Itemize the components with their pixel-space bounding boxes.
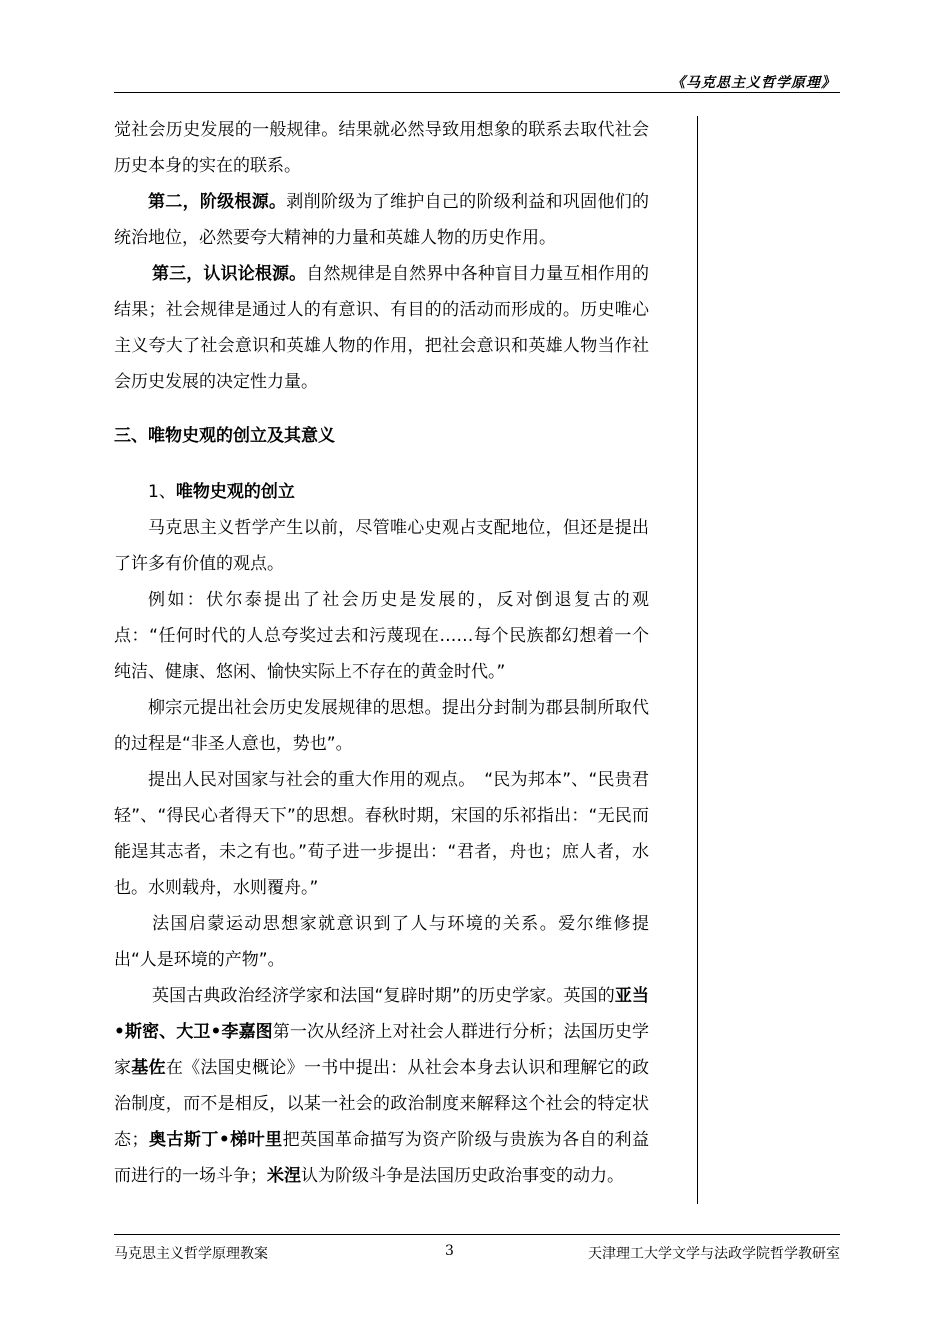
paragraph-lead: 第二，阶级根源。 [148, 192, 287, 212]
paragraph-text: 第一次从经济上对社会人群进行分析；法国历史学家 [114, 1022, 650, 1078]
margin-rule [697, 116, 698, 1204]
name-emphasis: 基佐 [131, 1058, 166, 1078]
subsection-title: 唯物史观的创立 [175, 482, 295, 502]
paragraph-text: 自然规律是自然界中各种盲目力量互相作用的结果；社会规律是通过人的有意识、有目的的活动而形成的。历史唯心主义夸大了社会意识和英雄人物的作用，把社会意识和英雄人物当作社会历史发展的决定性力量。 [114, 264, 650, 392]
footer-course-title: 马克思主义哲学原理教案 [114, 1246, 268, 1262]
name-emphasis: 奥古斯丁•梯叶里 [148, 1130, 283, 1150]
name-emphasis: 亚当•斯密、大卫•李嘉图 [114, 986, 649, 1042]
page-number: 3 [445, 1243, 454, 1259]
paragraph [114, 256, 649, 400]
section-heading: 三、唯物史观的创立及其意义 [114, 426, 335, 446]
paragraph: 提出人民对国家与社会的重大作用的观点。 “民为邦本”、“民贵君轻”、“得民心者得天下”的思想。春秋时期，宋国的乐祁指出：“无民而能逞其志者，未之有也。”荀子进一步提出：“君者，舟也；庶人者，水也。水则载舟，水则覆舟。” [114, 770, 649, 898]
subsection-number: 1、 [148, 482, 176, 502]
paragraph-lead: 第三，认识论根源。 [152, 264, 307, 284]
paragraph: 柳宗元提出社会历史发展规律的思想。提出分封制为郡县制所取代的过程是“非圣人意也，势也”。 [114, 698, 649, 754]
paragraph-text: 剥削阶级为了维护自己的阶级利益和巩固他们的统治地位，必然要夸大精神的力量和英雄人物的历史作用。 [114, 192, 650, 248]
footer-rule [114, 1234, 840, 1235]
paragraph: 例如：伏尔泰提出了社会历史是发展的，反对倒退复古的观点：“任何时代的人总夸奖过去和污蔑现在……每个民族都幻想着一个纯洁、健康、悠闲、愉快实际上不存在的黄金时代。” [114, 590, 649, 682]
paragraph-text: 英国古典政治经济学家和法国“复辟时期”的历史学家。英国的 [152, 986, 615, 1006]
paragraph: 法国启蒙运动思想家就意识到了人与环境的关系。爱尔维修提出“人是环境的产物”。 [114, 914, 649, 970]
subsection-heading [114, 474, 649, 510]
paragraph [114, 978, 649, 1194]
paragraph-text: 在《法国史概论》一书中提出：从社会本身去认识和理解它的政治制度，而不是相反，以某一社会的政治制度来解释这个社会的特定状态； [114, 1058, 650, 1150]
header-rule [114, 92, 840, 93]
page-body [114, 112, 649, 1194]
paragraph-text: 认为阶级斗争是法国历史政治事变的动力。 [301, 1166, 624, 1186]
paragraph [114, 184, 649, 256]
name-emphasis: 米涅 [267, 1166, 301, 1186]
paragraph-text: 把英国革命描写为资产阶级与贵族为各自的利益而进行的一场斗争； [114, 1130, 650, 1186]
footer-department: 天津理工大学文学与法政学院哲学教研室 [588, 1246, 840, 1262]
paragraph: 觉社会历史发展的一般规律。结果就必然导致用想象的联系去取代社会历史本身的实在的联系。 [114, 120, 649, 176]
header-title: 《马克思主义哲学原理》 [671, 75, 836, 91]
paragraph: 马克思主义哲学产生以前，尽管唯心史观占支配地位，但还是提出了许多有价值的观点。 [114, 518, 649, 574]
